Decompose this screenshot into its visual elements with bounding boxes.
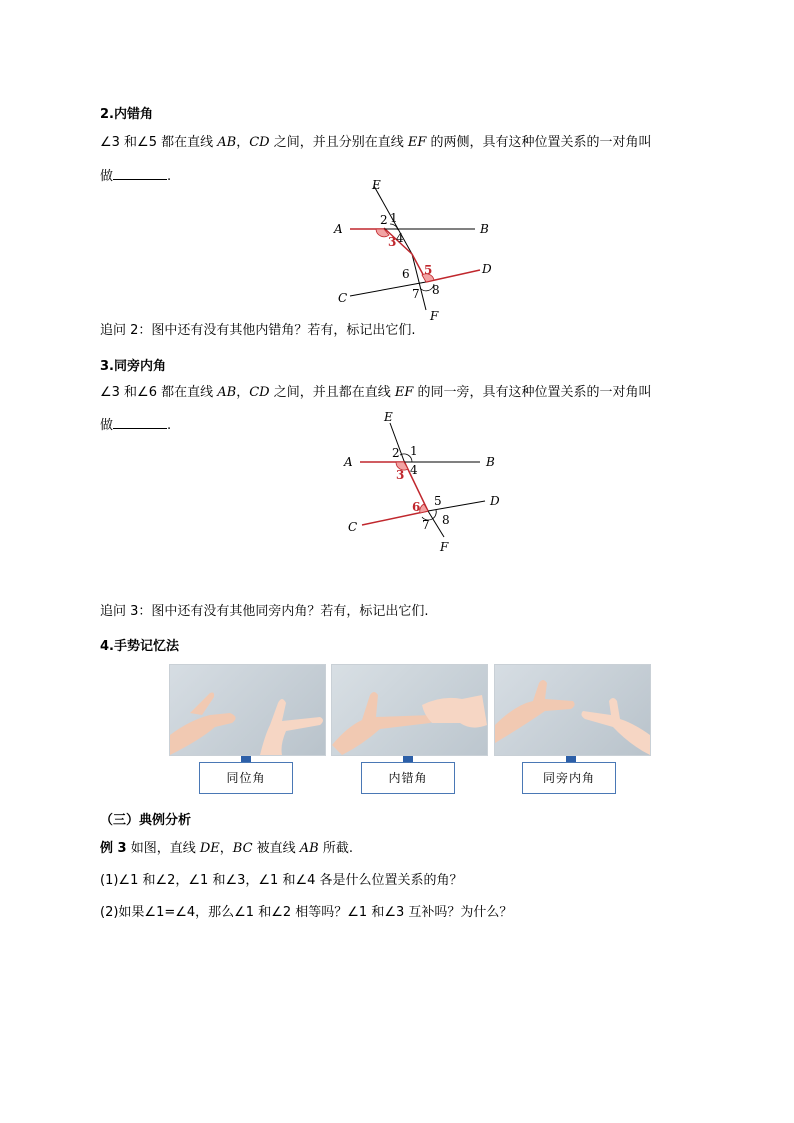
hands-icon xyxy=(170,665,325,755)
gesture-photo-corresponding xyxy=(169,664,326,756)
angle-6: 6 xyxy=(402,267,410,281)
text: ， xyxy=(236,135,250,150)
sec3-definition-line1 xyxy=(100,382,652,404)
angle-4: 4 xyxy=(396,231,404,245)
angle-7: 7 xyxy=(412,287,420,301)
text: . xyxy=(167,418,172,433)
answer-blank[interactable] xyxy=(113,416,167,429)
gesture-photo-alternate xyxy=(331,664,488,756)
label-box-corresponding: 同位角 xyxy=(199,762,293,794)
angle-2: 2 xyxy=(392,446,400,460)
point-a: A xyxy=(344,455,353,469)
text: 之间，并且分别在直线 xyxy=(269,135,408,150)
line-ab: AB xyxy=(217,135,237,150)
text: ∠3 和∠5 都在直线 xyxy=(100,135,218,150)
angle-3: 3 xyxy=(388,235,397,249)
line-ef: EF xyxy=(407,135,427,150)
figure-alternate-interior xyxy=(330,172,500,322)
label-box-same-side: 同旁内角 xyxy=(522,762,616,794)
question-1: (1)∠1 和∠2，∠1 和∠3，∠1 和∠4 各是什么位置关系的角？ xyxy=(100,873,463,888)
followup-2: 追问 2：图中还有没有其他内错角？若有，标记出它们. xyxy=(100,323,416,338)
heading-gesture-memory: 4.手势记忆法 xyxy=(100,639,179,654)
text: 之间，并且都在直线 xyxy=(269,385,395,400)
text: 被直线 xyxy=(252,841,300,856)
angle-8: 8 xyxy=(432,283,440,297)
gesture-photo-same-side xyxy=(494,664,651,756)
angle-1: 1 xyxy=(410,444,418,458)
point-d: D xyxy=(490,494,500,508)
sec2-definition-line2 xyxy=(100,166,171,188)
text: . xyxy=(167,169,172,184)
angle-7: 7 xyxy=(422,518,430,532)
angle-2: 2 xyxy=(380,213,388,227)
hands-icon xyxy=(495,665,650,755)
sec3-definition-line2 xyxy=(100,415,171,437)
line-ab: AB xyxy=(299,841,319,856)
point-b: B xyxy=(480,222,489,236)
angle-3: 3 xyxy=(396,468,405,482)
answer-blank[interactable] xyxy=(113,167,167,180)
text: 做 xyxy=(100,169,114,184)
question-2: (2)如果∠1=∠4，那么∠1 和∠2 相等吗？∠1 和∠3 互补吗？为什么？ xyxy=(100,905,513,920)
point-b: B xyxy=(486,455,495,469)
heading-same-side-interior: 3.同旁内角 xyxy=(100,359,166,374)
text: 所截. xyxy=(318,841,354,856)
line-cd: CD xyxy=(249,385,270,400)
sec2-definition-line1 xyxy=(100,132,652,154)
angle-6: 6 xyxy=(412,500,421,514)
point-f: F xyxy=(440,540,449,554)
point-e: E xyxy=(384,410,393,424)
text: 如图，直线 xyxy=(126,841,200,856)
text: 做 xyxy=(100,418,114,433)
point-c: C xyxy=(348,520,358,534)
text: ， xyxy=(219,841,233,856)
text: 的两侧，具有这种位置关系的一对角叫 xyxy=(426,135,652,150)
angle-1: 1 xyxy=(390,211,398,225)
angle-8: 8 xyxy=(442,513,450,527)
text: 的同一旁，具有这种位置关系的一对角叫 xyxy=(413,385,652,400)
text: ， xyxy=(236,385,250,400)
figure-same-side-interior xyxy=(340,405,510,555)
point-e: E xyxy=(372,178,381,192)
heading-example-analysis: （三）典例分析 xyxy=(100,813,192,828)
hands-icon xyxy=(332,665,487,755)
line-de: DE xyxy=(199,841,220,856)
line-ab: AB xyxy=(217,385,237,400)
heading-alternate-interior: 2.内错角 xyxy=(100,107,153,122)
text: ∠3 和∠6 都在直线 xyxy=(100,385,218,400)
line-cd: CD xyxy=(249,135,270,150)
line-ef: EF xyxy=(394,385,414,400)
angle-4: 4 xyxy=(410,463,418,477)
example-label: 例 3 xyxy=(100,841,127,856)
example-3-intro xyxy=(100,838,353,860)
point-f: F xyxy=(430,309,439,322)
point-a: A xyxy=(334,222,343,236)
point-c: C xyxy=(338,291,348,305)
line-bc: BC xyxy=(232,841,253,856)
point-d: D xyxy=(482,262,492,276)
label-box-alternate: 内错角 xyxy=(361,762,455,794)
followup-3: 追问 3：图中还有没有其他同旁内角？若有，标记出它们. xyxy=(100,604,429,619)
angle-5: 5 xyxy=(434,494,442,508)
angle-5: 5 xyxy=(424,263,433,277)
